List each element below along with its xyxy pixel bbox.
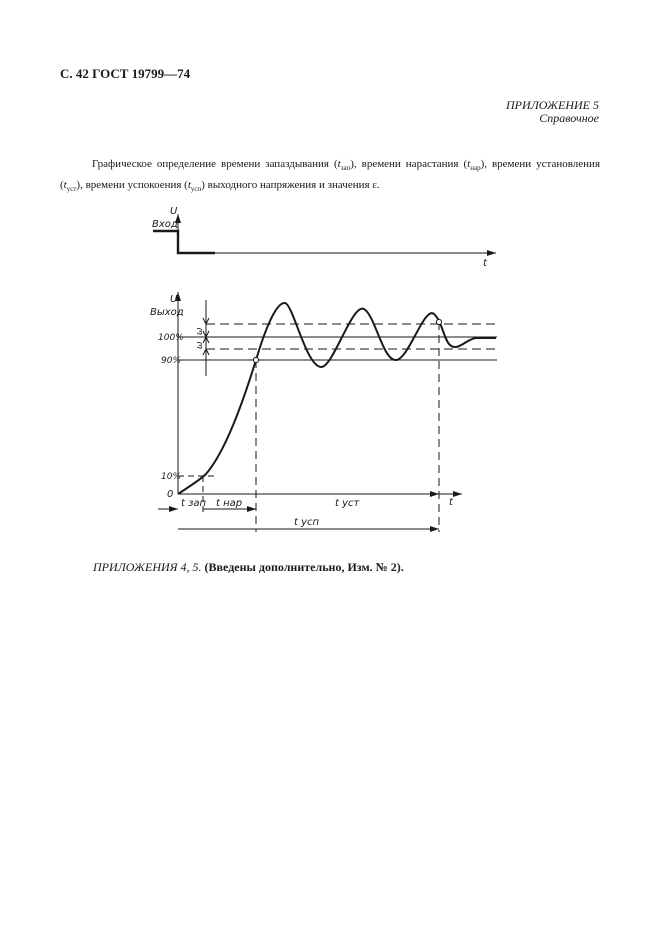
t-zap-label: t зап <box>181 498 207 509</box>
intro-text-5: ) выходного напряжения и значения ε. <box>201 179 380 192</box>
output-response-curve <box>178 303 496 494</box>
input-axis-label: Вход <box>152 219 178 230</box>
t-symbol: t <box>63 179 67 192</box>
t-symbol: t <box>467 158 471 170</box>
level-0-label: 0 <box>167 489 174 500</box>
output-axis-label: Выход <box>150 307 184 318</box>
sub-ust: уст <box>66 185 77 194</box>
eps-upper-label: ω <box>195 327 205 335</box>
footnote-bold: (Введены дополнительно, Изм. № 2). <box>204 560 404 574</box>
intro-text-3: ), времени установления ( <box>60 158 601 192</box>
level-90-label: 90% <box>161 356 182 366</box>
output-u-label: U <box>170 294 178 305</box>
sub-nar: нар <box>470 164 481 173</box>
output-time-label: t <box>449 497 453 508</box>
t-symbol: t <box>187 179 191 192</box>
input-time-label: t <box>483 258 487 269</box>
sub-zap: зап <box>340 164 351 173</box>
point-settling <box>436 319 441 324</box>
t-usp-label: t усп <box>294 517 320 528</box>
point-90-crossing <box>253 357 258 362</box>
intro-text-2: ), времени нарастания ( <box>350 158 468 170</box>
footnote <box>93 560 404 575</box>
appendix-subtitle: Справочное <box>539 111 599 125</box>
page-header: С. 42 ГОСТ 19799—74 <box>60 66 191 81</box>
intro-text-1: Графическое определение времени запаздывания ( <box>92 158 338 170</box>
level-10-label: 10% <box>161 472 182 482</box>
t-ust-label: t уст <box>335 498 360 509</box>
appendix-title: ПРИЛОЖЕНИЕ 5 <box>506 98 599 112</box>
level-100-label: 100% <box>158 333 184 343</box>
sub-usp: усп <box>190 185 202 194</box>
input-u-label: U <box>170 206 178 217</box>
input-step-signal <box>153 231 215 253</box>
t-symbol: t <box>337 158 341 170</box>
eps-lower-label: ω <box>195 341 205 349</box>
intro-text-4: ), времени успокоения ( <box>76 179 188 192</box>
t-nar-label: t нар <box>216 498 243 509</box>
footnote-italic: ПРИЛОЖЕНИЯ 4, 5. <box>93 560 202 574</box>
